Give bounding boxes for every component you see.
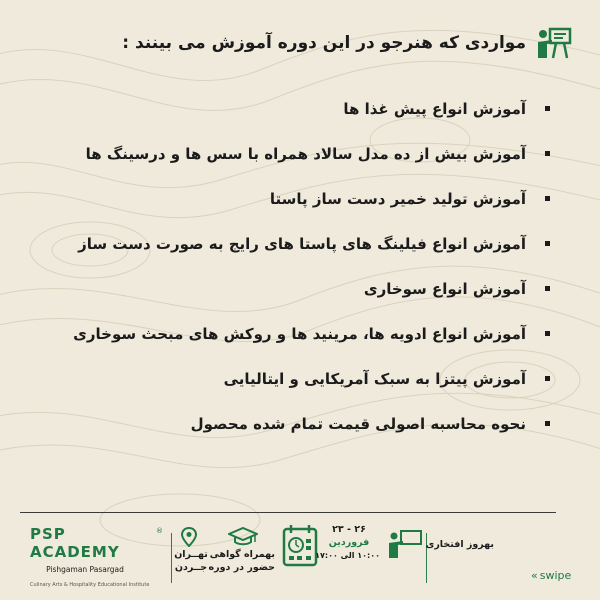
swipe-hint[interactable] bbox=[531, 569, 571, 582]
page-title: مواردی که هنرجو در این دوره آموزش می بینند : bbox=[122, 33, 526, 53]
location-pin-icon bbox=[181, 527, 197, 547]
list-item-text: آموزش انواع پیش غذا ها bbox=[343, 100, 526, 118]
schedule-text bbox=[315, 523, 380, 562]
teacher-board-icon bbox=[536, 26, 572, 60]
list-item bbox=[26, 323, 526, 368]
bullet-icon bbox=[545, 376, 550, 381]
divider bbox=[20, 512, 556, 513]
list-item-text: آموزش تولید خمیر دست ساز پاستا bbox=[269, 190, 526, 208]
list-item-text: آموزش بیش از ده مدل سالاد همراه با سس ها و درسینگ ها bbox=[85, 145, 526, 163]
psp-academy-logo bbox=[30, 525, 163, 588]
double-chevron-left-icon: « bbox=[531, 569, 538, 582]
list-item bbox=[26, 278, 526, 323]
list-item-text: آموزش انواع ادویه ها، مرینید ها و روکش های مبحث سوخاری bbox=[73, 325, 526, 343]
list-item bbox=[26, 98, 526, 143]
list-item-text: نحوه محاسبه اصولی قیمت تمام شده محصول bbox=[190, 415, 526, 433]
list-item bbox=[26, 188, 526, 233]
logo-subtitle: Pishgaman Pasargad bbox=[46, 565, 124, 574]
schedule-days: ۲۶ - ۲۳ bbox=[332, 524, 366, 535]
list-item bbox=[26, 368, 526, 413]
location-text bbox=[170, 548, 212, 574]
bullet-icon bbox=[545, 151, 550, 156]
teacher-board-icon bbox=[387, 529, 423, 559]
bullet-icon bbox=[545, 331, 550, 336]
bullet-icon bbox=[545, 106, 550, 111]
location-area: جــردن bbox=[174, 562, 208, 573]
header bbox=[122, 26, 572, 60]
schedule-month: فروردین bbox=[328, 537, 370, 548]
list-item-text: آموزش انواع فیلینگ های پاستا های رایج به صورت دست ساز bbox=[78, 235, 526, 253]
bullet-icon bbox=[545, 196, 550, 201]
schedule-time: ۱۰:۰۰ الی ۱۷:۰۰ bbox=[315, 551, 380, 560]
logo-title: PSP ACADEMY bbox=[30, 525, 120, 561]
list-item bbox=[26, 143, 526, 188]
bullet-icon bbox=[545, 286, 550, 291]
logo-tagline: Culinary Arts & Hospitality Educational Institute bbox=[30, 582, 150, 588]
list-item bbox=[26, 413, 526, 458]
location-city: تهــران bbox=[174, 549, 208, 560]
certificate-line1: بهمراه گواهی bbox=[209, 549, 275, 560]
certificate-text bbox=[208, 548, 275, 574]
calendar-clock-icon bbox=[282, 523, 318, 569]
instructor-name: بهروز افتخاری bbox=[425, 539, 494, 550]
registered-mark: ® bbox=[156, 527, 163, 535]
footer bbox=[0, 515, 600, 600]
bullet-icon bbox=[545, 241, 550, 246]
topics-list bbox=[26, 98, 526, 458]
certificate-line2: حضور در دوره bbox=[208, 562, 275, 573]
bullet-icon bbox=[545, 421, 550, 426]
swipe-label: swipe bbox=[539, 569, 572, 582]
list-item-text: آموزش انواع سوخاری bbox=[363, 280, 526, 298]
list-item-text: آموزش پیتزا به سبک آمریکایی و ایتالیایی bbox=[223, 370, 526, 388]
list-item bbox=[26, 233, 526, 278]
graduation-cap-icon bbox=[228, 526, 258, 546]
